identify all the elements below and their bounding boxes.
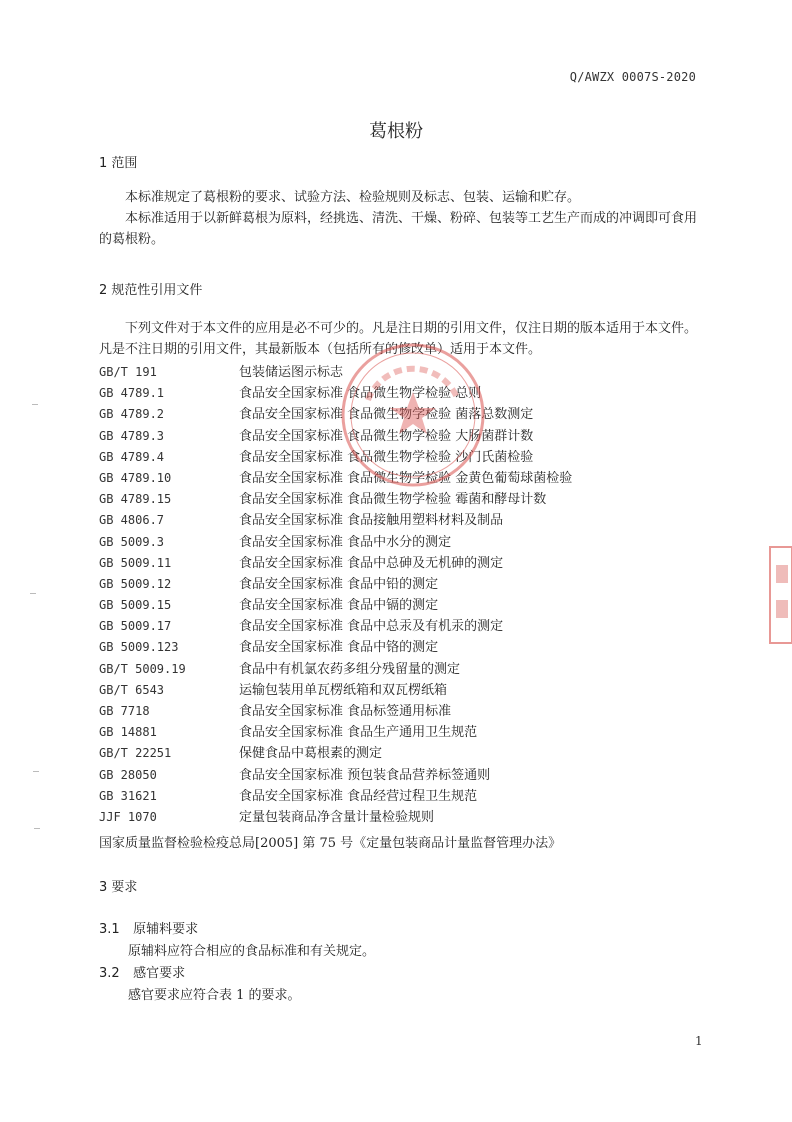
reference-title: 食品安全国家标准 食品中镉的测定: [239, 598, 439, 614]
reference-code: GB/T 22251: [99, 746, 172, 761]
company-seal-icon: [338, 340, 488, 490]
reference-item: [99, 765, 709, 786]
standard-code: Q/AWZX 0007S-2020: [569, 70, 696, 84]
reference-code: GB 5009.12: [99, 576, 172, 591]
reference-title: 定量包装商品净含量计量检验规则: [239, 809, 435, 825]
section-heading-scope: 1 范围: [99, 156, 138, 171]
reference-title: 食品安全国家标准 食品中总砷及无机砷的测定: [239, 555, 504, 571]
reference-title: 食品安全国家标准 食品接触用塑料材料及制品: [239, 513, 504, 529]
reference-item: [99, 532, 709, 553]
reference-title: 食品安全国家标准 食品微生物学检验 霉菌和酵母计数: [239, 492, 547, 508]
reference-title: 食品安全国家标准 食品微生物学检验 菌落总数测定: [239, 407, 534, 423]
normative-intro: 下列文件对于本文件的应用是必不可少的。凡是注日期的引用文件，仅注日期的版本适用于本文件。凡是不注日期的引用文件，其最新版本（包括所有的修改单）适用于本文件。: [99, 321, 698, 357]
reference-item: [99, 553, 709, 574]
raw-materials-text: 原辅料应符合相应的食品标准和有关规定。: [128, 944, 376, 959]
reference-code: GB 4789.1: [99, 386, 165, 401]
reference-title: 食品安全国家标准 预包装食品营养标签通则: [239, 767, 491, 783]
reference-title: 保健食品中葛根素的测定: [239, 746, 383, 762]
reference-title: 食品安全国家标准 食品经营过程卫生规范: [239, 788, 478, 804]
reference-item: [99, 722, 709, 743]
reference-code: GB 5009.11: [99, 555, 172, 570]
reference-item: [99, 510, 709, 531]
subsection-title: 原辅料要求: [133, 922, 199, 937]
reference-item: [99, 743, 709, 764]
scope-paragraph-2: 本标准适用于以新鲜葛根为原料，经挑选、清洗、干燥、粉碎、包装等工艺生产而成的冲调即可食用的葛根粉。: [99, 211, 698, 247]
reference-title: 食品安全国家标准 食品生产通用卫生规范: [239, 725, 478, 741]
subsection-sensory: [99, 962, 185, 981]
reference-code: GB 31621: [99, 788, 157, 803]
reference-title: 食品安全国家标准 食品微生物学检验 沙门氏菌检验: [239, 449, 534, 465]
reference-title: 食品安全国家标准 食品中铬的测定: [239, 640, 439, 656]
edge-seal-icon: [764, 545, 792, 645]
reference-note: 国家质量监督检验检疫总局[2005] 第 75 号《定量包装商品计量监督管理办法》: [99, 836, 562, 851]
reference-code: GB 5009.3: [99, 534, 165, 549]
subsection-raw-materials: [99, 918, 198, 937]
reference-item: [99, 574, 709, 595]
subsection-number: 3.2: [99, 966, 120, 981]
reference-title: 食品安全国家标准 食品标签通用标准: [239, 704, 452, 719]
section-heading-normative: 2 规范性引用文件: [99, 283, 203, 298]
reference-item: [99, 616, 709, 637]
reference-title: 食品安全国家标准 食品微生物学检验 总则: [239, 386, 482, 402]
reference-code: GB 4789.15: [99, 492, 172, 507]
subsection-title: 感官要求: [133, 966, 186, 981]
reference-code: GB 5009.123: [99, 640, 179, 655]
reference-item: [99, 807, 709, 828]
reference-item: [99, 680, 709, 701]
reference-item: [99, 489, 709, 510]
reference-title: 食品安全国家标准 食品中总汞及有机汞的测定: [239, 619, 504, 635]
scope-paragraph-1: 本标准规定了葛根粉的要求、试验方法、检验规则及标志、包装、运输和贮存。: [125, 190, 581, 205]
reference-code: GB 4806.7: [99, 513, 165, 528]
reference-code: JJF 1070: [99, 809, 157, 824]
section-heading-requirements: 3 要求: [99, 880, 138, 895]
reference-code: GB 14881: [99, 725, 157, 740]
reference-item: [99, 595, 709, 616]
reference-title: 食品安全国家标准 食品微生物学检验 大肠菌群计数: [239, 428, 534, 444]
reference-item: [99, 786, 709, 807]
reference-title: 食品安全国家标准 食品微生物学检验 金黄色葡萄球菌检验: [239, 470, 573, 486]
reference-code: GB 4789.3: [99, 428, 165, 443]
document-title: 葛根粉: [369, 121, 423, 142]
reference-code: GB 28050: [99, 767, 157, 782]
reference-code: GB 4789.2: [99, 407, 165, 422]
subsection-number: 3.1: [99, 922, 120, 937]
reference-title: 运输包装用单瓦楞纸箱和双瓦楞纸箱: [239, 682, 448, 698]
reference-title: 食品安全国家标准 食品中铅的测定: [239, 576, 439, 592]
reference-code: GB 5009.17: [99, 619, 172, 634]
reference-code: GB 4789.4: [99, 449, 165, 464]
reference-title: 包装储运图示标志: [239, 365, 344, 380]
reference-code: GB 4789.10: [99, 470, 172, 485]
reference-code: GB/T 5009.19: [99, 661, 186, 676]
reference-code: GB/T 191: [99, 365, 157, 379]
reference-code: GB 5009.15: [99, 598, 172, 613]
reference-title: 食品安全国家标准 食品中水分的测定: [239, 534, 452, 550]
reference-item: [99, 637, 709, 658]
page-number: 1: [695, 1034, 703, 1048]
reference-item: [99, 659, 709, 680]
reference-item: [99, 701, 709, 722]
reference-code: GB/T 6543: [99, 682, 165, 697]
sensory-text: 感官要求应符合表 1 的要求。: [128, 988, 301, 1003]
reference-code: GB 7718: [99, 704, 150, 718]
reference-title: 食品中有机氯农药多组分残留量的测定: [239, 661, 461, 677]
